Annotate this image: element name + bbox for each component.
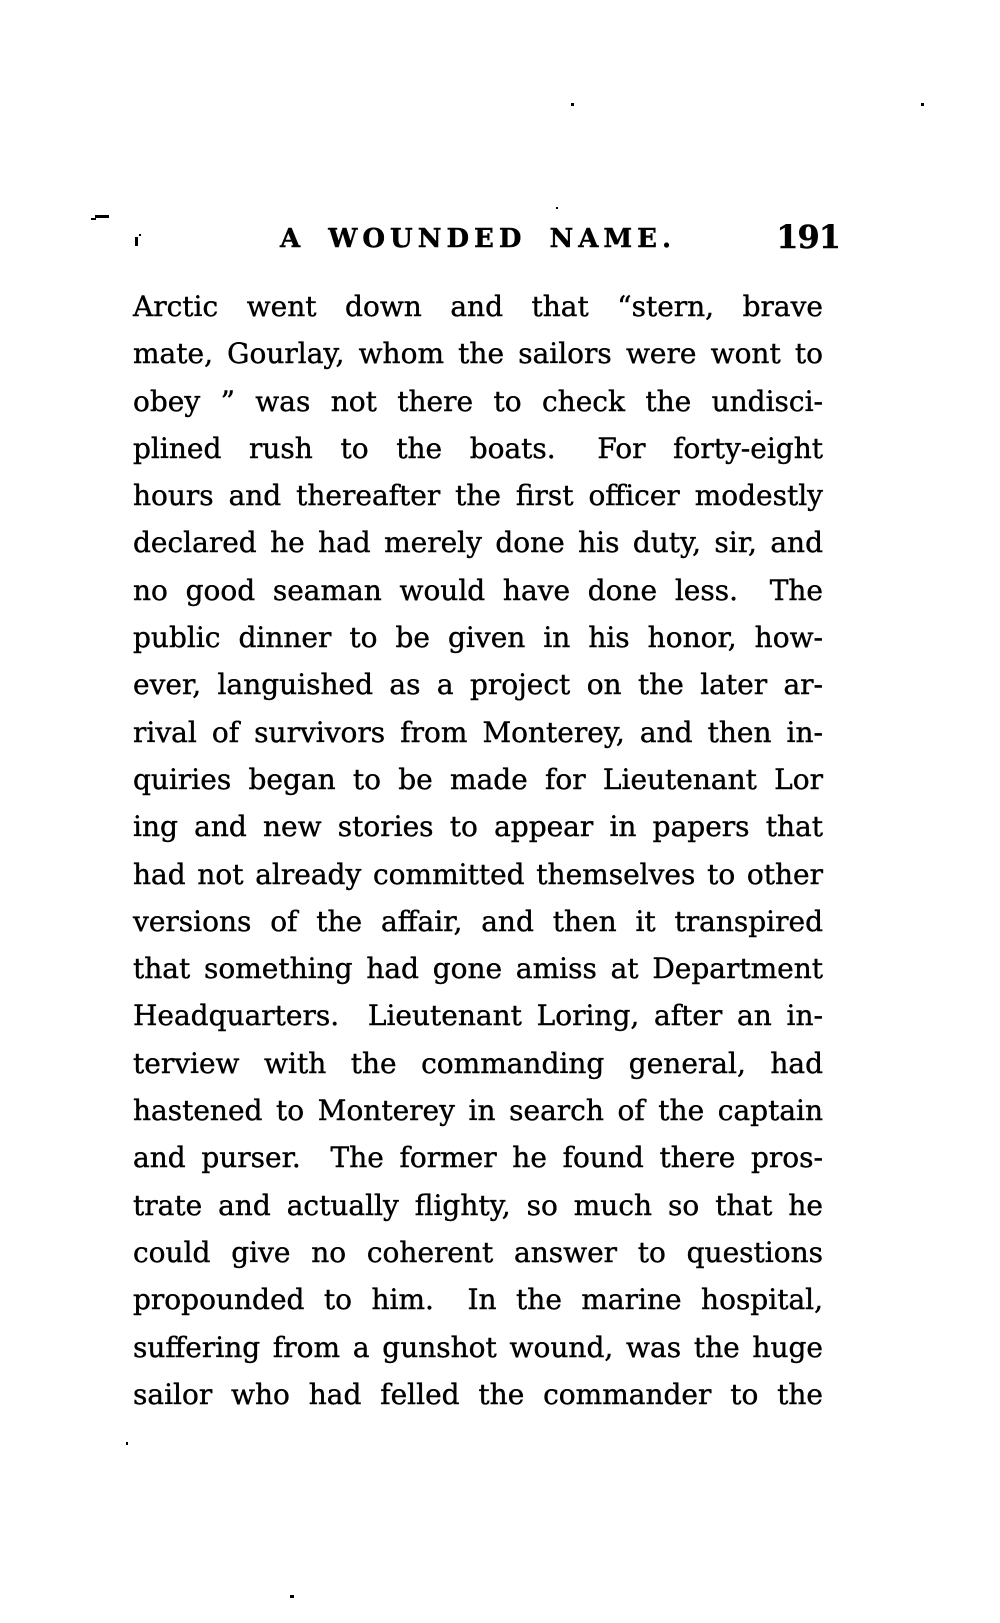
text-line: sailor who had felled the commander to the — [133, 1377, 823, 1411]
text-line: ever, languished as a project on the later ar- — [133, 668, 823, 702]
scan-speck — [290, 1595, 294, 1598]
text-line: that something had gone amiss at Department — [133, 952, 823, 986]
text-line: versions of the affair, and then it transpired — [133, 904, 823, 938]
text-line: mate, Gourlay, whom the sailors were wont to — [133, 337, 823, 371]
text-line: had not already committed themselves to other — [133, 857, 823, 891]
text-line: terview with the commanding general, had — [133, 1046, 823, 1080]
page-number: 191 — [776, 218, 840, 256]
text-line: propounded to him. In the marine hospital, — [133, 1283, 823, 1317]
scan-dash-mark — [95, 215, 109, 218]
scan-speck — [571, 103, 574, 106]
text-line: could give no coherent answer to questions — [133, 1235, 823, 1269]
text-line: trate and actually flighty, so much so that he — [133, 1188, 823, 1222]
text-line: Headquarters. Lieutenant Loring, after an in- — [133, 999, 823, 1033]
running-header-title: A WOUNDED NAME. — [279, 224, 677, 254]
text-line: public dinner to be given in his honor, how- — [133, 621, 823, 655]
scan-speck — [126, 1442, 128, 1445]
text-line: Arctic went down and that “stern, brave — [133, 290, 823, 323]
scan-speck — [556, 207, 558, 209]
text-line: rival of survivors from Monterey, and then in- — [133, 715, 823, 749]
text-line: and purser. The former he found there pros- — [133, 1141, 823, 1175]
text-line: obey ” was not there to check the undisci- — [133, 384, 823, 418]
text-line: plined rush to the boats. For forty-eight — [133, 431, 823, 465]
body-text — [133, 283, 823, 1418]
text-line: quiries began to be made for Lieutenant Lor — [133, 762, 823, 796]
text-line: ing and new stories to appear in papers that — [133, 810, 823, 844]
scan-speck — [139, 234, 141, 236]
text-line: no good seaman would have done less. The — [133, 573, 823, 607]
scan-speck — [135, 237, 138, 246]
text-line: suffering from a gunshot wound, was the huge — [133, 1330, 823, 1364]
scan-dash-mark — [91, 218, 96, 220]
scan-speck — [921, 103, 924, 106]
text-line: hastened to Monterey in search of the captain — [133, 1094, 823, 1128]
text-line: hours and thereafter the first officer modestly — [133, 479, 823, 513]
text-line: declared he had merely done his duty, sir, and — [133, 526, 823, 560]
